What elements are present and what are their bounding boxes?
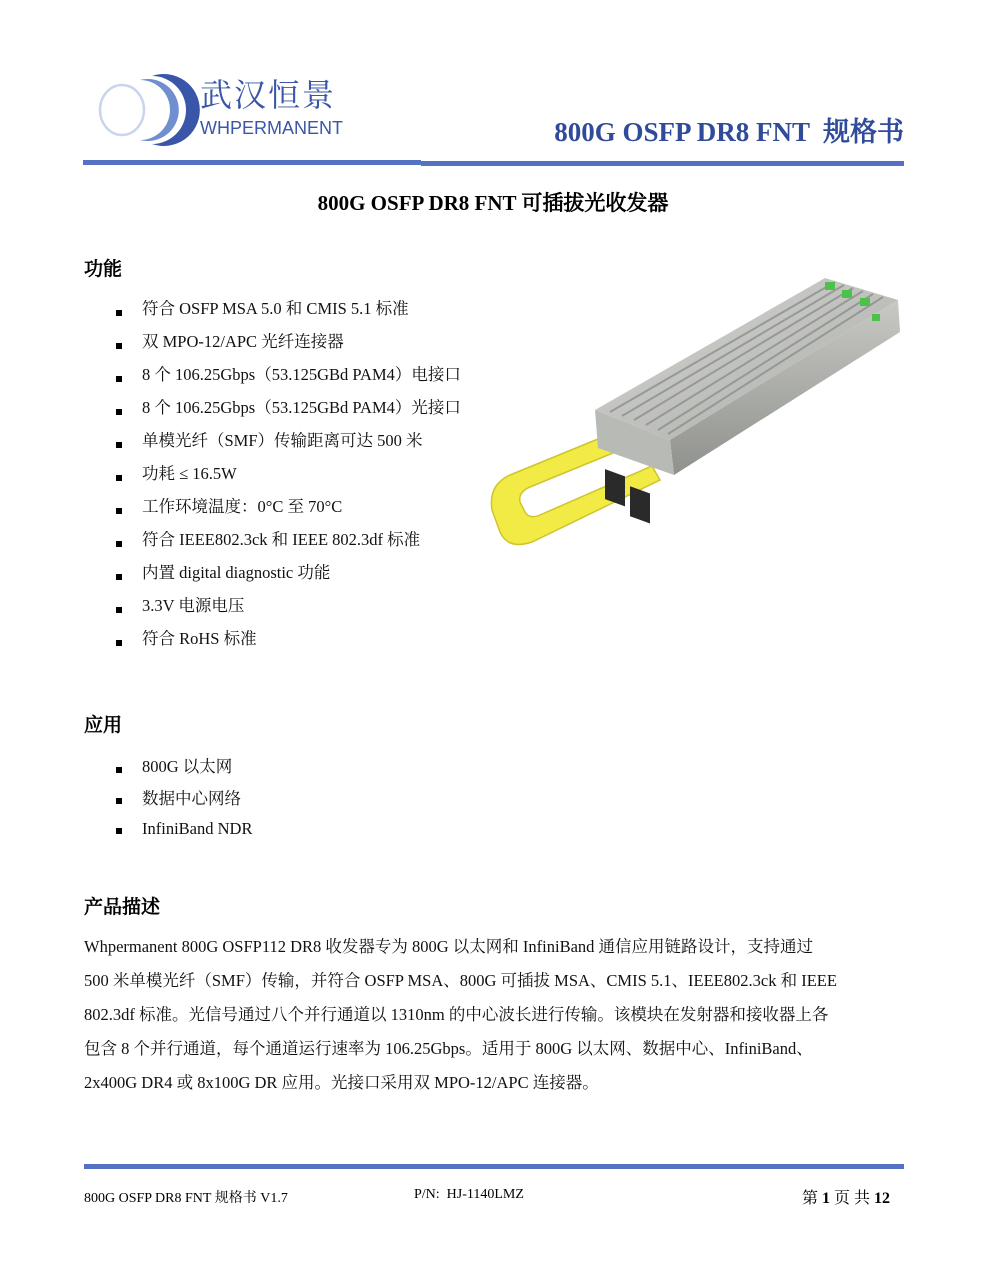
feature-item: 内置 digital diagnostic 功能: [116, 560, 461, 593]
header-divider-right: [421, 161, 904, 166]
footer-divider: [84, 1164, 904, 1169]
feature-item: 符合 RoHS 标准: [116, 626, 461, 659]
application-item: 800G 以太网: [116, 754, 252, 786]
page-mid: 页 共: [829, 1190, 874, 1207]
feature-item: 单模光纤（SMF）传输距离可达 500 米: [116, 428, 461, 461]
feature-item: 双 MPO-12/APC 光纤连接器: [116, 329, 461, 362]
header-title: 800G OSFP DR8 FNT 规格书: [554, 117, 904, 147]
feature-item: 8 个 106.25Gbps（53.125GBd PAM4）光接口: [116, 395, 461, 428]
description-body: [84, 930, 909, 1100]
description-line: 802.3df 标准。光信号通过八个并行通道以 1310nm 的中心波长进行传输。该模块在发射器和接收器上各: [84, 1005, 829, 1024]
footer-page-number: [802, 1185, 890, 1208]
logo-chinese-name: 武汉恒景: [200, 76, 337, 114]
page-prefix: 第: [801, 1190, 822, 1207]
description-line: 500 米单模光纤（SMF）传输，并符合 OSFP MSA、800G 可插拔 MSA、CMIS 5.1、IEEE802.3ck 和 IEEE: [84, 971, 837, 990]
page-total: 12: [874, 1190, 890, 1207]
applications-heading: 应用: [84, 714, 123, 736]
description-line: 2x400G DR4 或 8x100G DR 应用。光接口采用双 MPO-12/APC 连接器。: [84, 1073, 599, 1092]
footer-part-number: P/N: HJ-1140LMZ: [414, 1187, 524, 1202]
feature-item: 符合 IEEE802.3ck 和 IEEE 802.3df 标准: [116, 527, 461, 560]
feature-item: 工作环境温度：0°C 至 70°C: [116, 494, 461, 527]
document-title: 800G OSFP DR8 FNT 可插拔光收发器: [317, 191, 669, 215]
application-item: 数据中心网络: [116, 786, 252, 816]
product-image: [470, 270, 910, 550]
description-line: 包含 8 个并行通道，每个通道运行速率为 106.25Gbps。适用于 800G 以太网、数据中心、InfiniBand、: [84, 1039, 813, 1058]
page-current: 1: [821, 1190, 830, 1207]
description-heading: 产品描述: [84, 896, 161, 918]
features-heading: 功能: [84, 258, 123, 280]
applications-list: [116, 754, 252, 846]
feature-item: 8 个 106.25Gbps（53.125GBd PAM4）电接口: [116, 362, 461, 395]
features-list: [116, 296, 461, 659]
header-divider-left: [83, 160, 421, 165]
feature-item: 符合 OSFP MSA 5.0 和 CMIS 5.1 标准: [116, 296, 461, 329]
application-item: InfiniBand NDR: [116, 816, 252, 846]
description-line: Whpermanent 800G OSFP112 DR8 收发器专为 800G 以太网和 InfiniBand 通信应用链路设计，支持通过: [84, 937, 814, 956]
footer-doc-version: 800G OSFP DR8 FNT 规格书 V1.7: [84, 1191, 288, 1206]
feature-item: 3.3V 电源电压: [116, 593, 461, 626]
logo-english-name: WHPERMANENT: [200, 118, 343, 138]
feature-item: 功耗 ≤ 16.5W: [116, 461, 461, 494]
